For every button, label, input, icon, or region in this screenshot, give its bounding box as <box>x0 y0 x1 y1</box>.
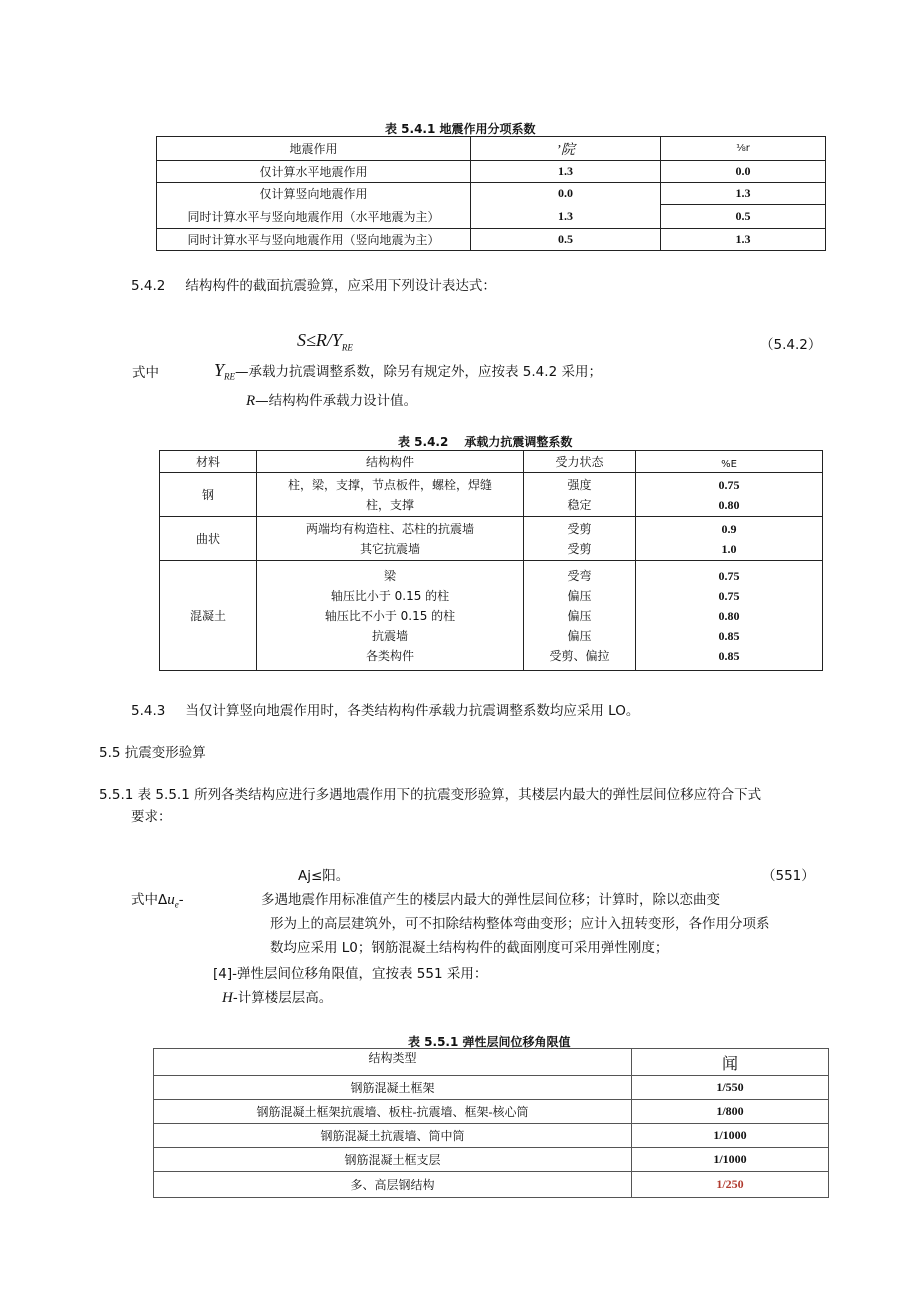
table-row <box>154 1172 829 1198</box>
caption-number: 表 5.4.2 <box>398 435 449 449</box>
clause-text: 结构构件的截面抗震验算，应采用下列设计表达式： <box>185 278 496 294</box>
gamma-re-cell <box>636 561 823 671</box>
clause-5-5-1-line1: 5.5.1 表 5.5.1 所列各类结构应进行多遇地震作用下的抗震变形验算，其楼层内最大的弹性层间位移应符合下式 <box>99 787 762 803</box>
clause-text: 当仅计算竖向地震作用时，各类结构构件承载力抗震调整系数均应采用 LO。 <box>185 703 640 719</box>
delta-u-symbol <box>131 888 184 910</box>
header-member: 结构构件 <box>257 451 524 473</box>
member-line: 梁 <box>383 568 396 583</box>
delta-u-description-3: 数均应采用 L0；钢筋混凝土结构构件的截面刚度可采用弹性刚度； <box>270 940 669 956</box>
material-cell: 曲状 <box>160 517 257 561</box>
gamma-eh-cell: 0.5 <box>471 229 661 251</box>
gamma-subscript: RE <box>224 371 236 382</box>
gamma-symbol: Y <box>214 360 225 380</box>
table-5-4-2 <box>159 450 823 671</box>
u-symbol: u <box>167 892 175 908</box>
value-line: 0.80 <box>718 497 740 512</box>
structure-type-cell: 多、高层钢结构 <box>154 1172 632 1198</box>
table-row <box>154 1124 829 1148</box>
theta-definition: [4]-弹性层间位移角限值，宜按表 551 采用： <box>213 966 488 982</box>
table-5-4-2-caption <box>398 433 572 450</box>
header-gamma-eh: ’院 <box>471 137 661 161</box>
h-description: -计算楼层层高。 <box>232 990 333 1006</box>
member-line: 抗震墙 <box>371 628 408 643</box>
gamma-re-definition <box>214 360 602 382</box>
seismic-action-cell: 同时计算水平与竖向地震作用（水平地震为主） <box>157 205 471 229</box>
clause-5-5-1-line2: 要求： <box>131 809 172 825</box>
r-definition <box>246 389 417 410</box>
state-line: 强度 <box>567 477 592 492</box>
gamma-ev-cell: 1.3 <box>661 229 826 251</box>
state-line: 稳定 <box>567 497 592 512</box>
structure-type-cell: 钢筋混凝土抗震墙、筒中筒 <box>154 1124 632 1148</box>
table-row <box>160 473 823 517</box>
delta-u-description-2: 形为上的高层建筑外，可不扣除结构整体弯曲变形；应计入扭转变形，各作用分项系 <box>270 916 770 932</box>
gamma-ev-cell: 0.0 <box>661 161 826 183</box>
clause-number: 5.4.2 <box>131 278 166 294</box>
delta-u-description-1: 多遇地震作用标准值产生的楼层内最大的弹性层间位移；计算时，除以恋曲变 <box>261 892 720 908</box>
header-gamma-re: %E <box>636 451 823 473</box>
state-line: 受剪 <box>567 521 592 536</box>
gamma-ev-cell: 1.3 <box>661 183 826 205</box>
clause-5-4-2 <box>131 274 496 294</box>
header-seismic-action: 地震作用 <box>157 137 471 161</box>
state-line: 受剪 <box>567 541 592 556</box>
gamma-re-cell <box>636 473 823 517</box>
caption-title: 承载力抗震调整系数 <box>464 435 573 449</box>
formula-5-4-2 <box>297 330 353 353</box>
member-line: 两端均有构造柱、芯柱的抗震墙 <box>305 521 474 536</box>
value-line: 0.85 <box>718 648 740 663</box>
member-line: 各类构件 <box>365 648 414 663</box>
value-line: 1.0 <box>721 541 737 556</box>
formula-number: （5.4.2） <box>760 337 822 353</box>
h-definition <box>222 986 332 1007</box>
table-row <box>157 229 826 251</box>
material-cell: 混凝土 <box>160 561 257 671</box>
formula-5-5-1: Aj≤阳。 <box>298 868 350 884</box>
drift-limit-cell: 1/550 <box>632 1076 829 1100</box>
where-prefix: 式中Δ <box>131 892 168 908</box>
seismic-action-cell: 同时计算水平与竖向地震作用（竖向地震为主） <box>157 229 471 251</box>
material-cell: 钢 <box>160 473 257 517</box>
table-row <box>154 1148 829 1172</box>
drift-limit-cell: 1/1000 <box>632 1148 829 1172</box>
value-line: 0.75 <box>718 477 740 492</box>
table-row <box>154 1100 829 1124</box>
where-dash: - <box>178 892 184 908</box>
header-material: 材料 <box>160 451 257 473</box>
table-row <box>157 205 826 229</box>
table-row <box>160 561 823 671</box>
value-line: 0.85 <box>718 628 740 643</box>
member-line: 轴压比小于 0.15 的柱 <box>330 588 450 603</box>
table-5-4-1 <box>156 136 826 251</box>
table-5-5-1 <box>153 1048 829 1198</box>
r-symbol: R <box>246 393 256 409</box>
table-row <box>157 161 826 183</box>
member-line: 轴压比不小于 0.15 的柱 <box>324 608 456 623</box>
member-line: 柱，梁，支撑，节点板件，螺栓，焊缝 <box>287 477 492 492</box>
header-structure-type: 结构类型 <box>154 1049 632 1076</box>
structure-type-cell: 钢筋混凝土框支层 <box>154 1148 632 1172</box>
formula-subscript: RE <box>341 342 353 353</box>
header-gamma-ev: ⅛r <box>661 137 826 161</box>
formula-number: （551） <box>762 868 815 884</box>
stress-state-cell <box>524 473 636 517</box>
member-cell <box>257 517 524 561</box>
drift-limit-cell-highlight: 1/250 <box>632 1172 829 1198</box>
gamma-eh-cell: 1.3 <box>471 205 661 229</box>
seismic-action-cell: 仅计算水平地震作用 <box>157 161 471 183</box>
value-line: 0.9 <box>721 521 737 536</box>
state-line: 偏压 <box>567 628 592 643</box>
member-cell <box>257 473 524 517</box>
state-line: 偏压 <box>567 588 592 603</box>
value-line: 0.80 <box>718 608 740 623</box>
value-line: 0.75 <box>718 568 740 583</box>
gamma-description: —承载力抗震调整系数，除另有规定外，应按表 5.4.2 采用； <box>235 364 602 380</box>
table-row <box>157 183 826 205</box>
where-label: 式中 <box>132 365 159 381</box>
h-symbol: H <box>222 990 233 1006</box>
member-line: 柱，支撑 <box>365 497 414 512</box>
stress-state-cell <box>524 517 636 561</box>
drift-limit-cell: 1/1000 <box>632 1124 829 1148</box>
clause-number: 5.4.3 <box>131 703 166 719</box>
drift-limit-cell: 1/800 <box>632 1100 829 1124</box>
seismic-action-cell: 仅计算竖向地震作用 <box>157 183 471 205</box>
stress-state-cell <box>524 561 636 671</box>
header-stress-state: 受力状态 <box>524 451 636 473</box>
table-row <box>154 1076 829 1100</box>
formula-main: S≤R/Y <box>297 330 342 350</box>
member-cell <box>257 561 524 671</box>
state-line: 受弯 <box>567 568 592 583</box>
table-row <box>160 517 823 561</box>
gamma-eh-cell: 0.0 <box>471 183 661 205</box>
structure-type-cell: 钢筋混凝土框架抗震墙、板柱-抗震墙、框架-核心筒 <box>154 1100 632 1124</box>
r-description: —结构构件承载力设计值。 <box>255 393 418 409</box>
u-subscript: e <box>174 899 179 910</box>
gamma-ev-cell: 0.5 <box>661 205 826 229</box>
gamma-re-cell <box>636 517 823 561</box>
value-line: 0.75 <box>718 588 740 603</box>
structure-type-cell: 钢筋混凝土框架 <box>154 1076 632 1100</box>
gamma-eh-cell: 1.3 <box>471 161 661 183</box>
member-line: 其它抗震墙 <box>359 541 420 556</box>
state-line: 偏压 <box>567 608 592 623</box>
state-line: 受剪、偏拉 <box>549 648 610 663</box>
table-5-5-1-caption: 表 5.5.1 弹性层间位移角限值 <box>408 1035 571 1049</box>
section-5-5-heading: 5.5 抗震变形验算 <box>99 745 206 761</box>
header-drift-limit: 闻 <box>632 1049 829 1076</box>
clause-5-4-3 <box>131 699 639 719</box>
table-5-4-1-caption: 表 5.4.1 地震作用分项系数 <box>385 122 536 136</box>
